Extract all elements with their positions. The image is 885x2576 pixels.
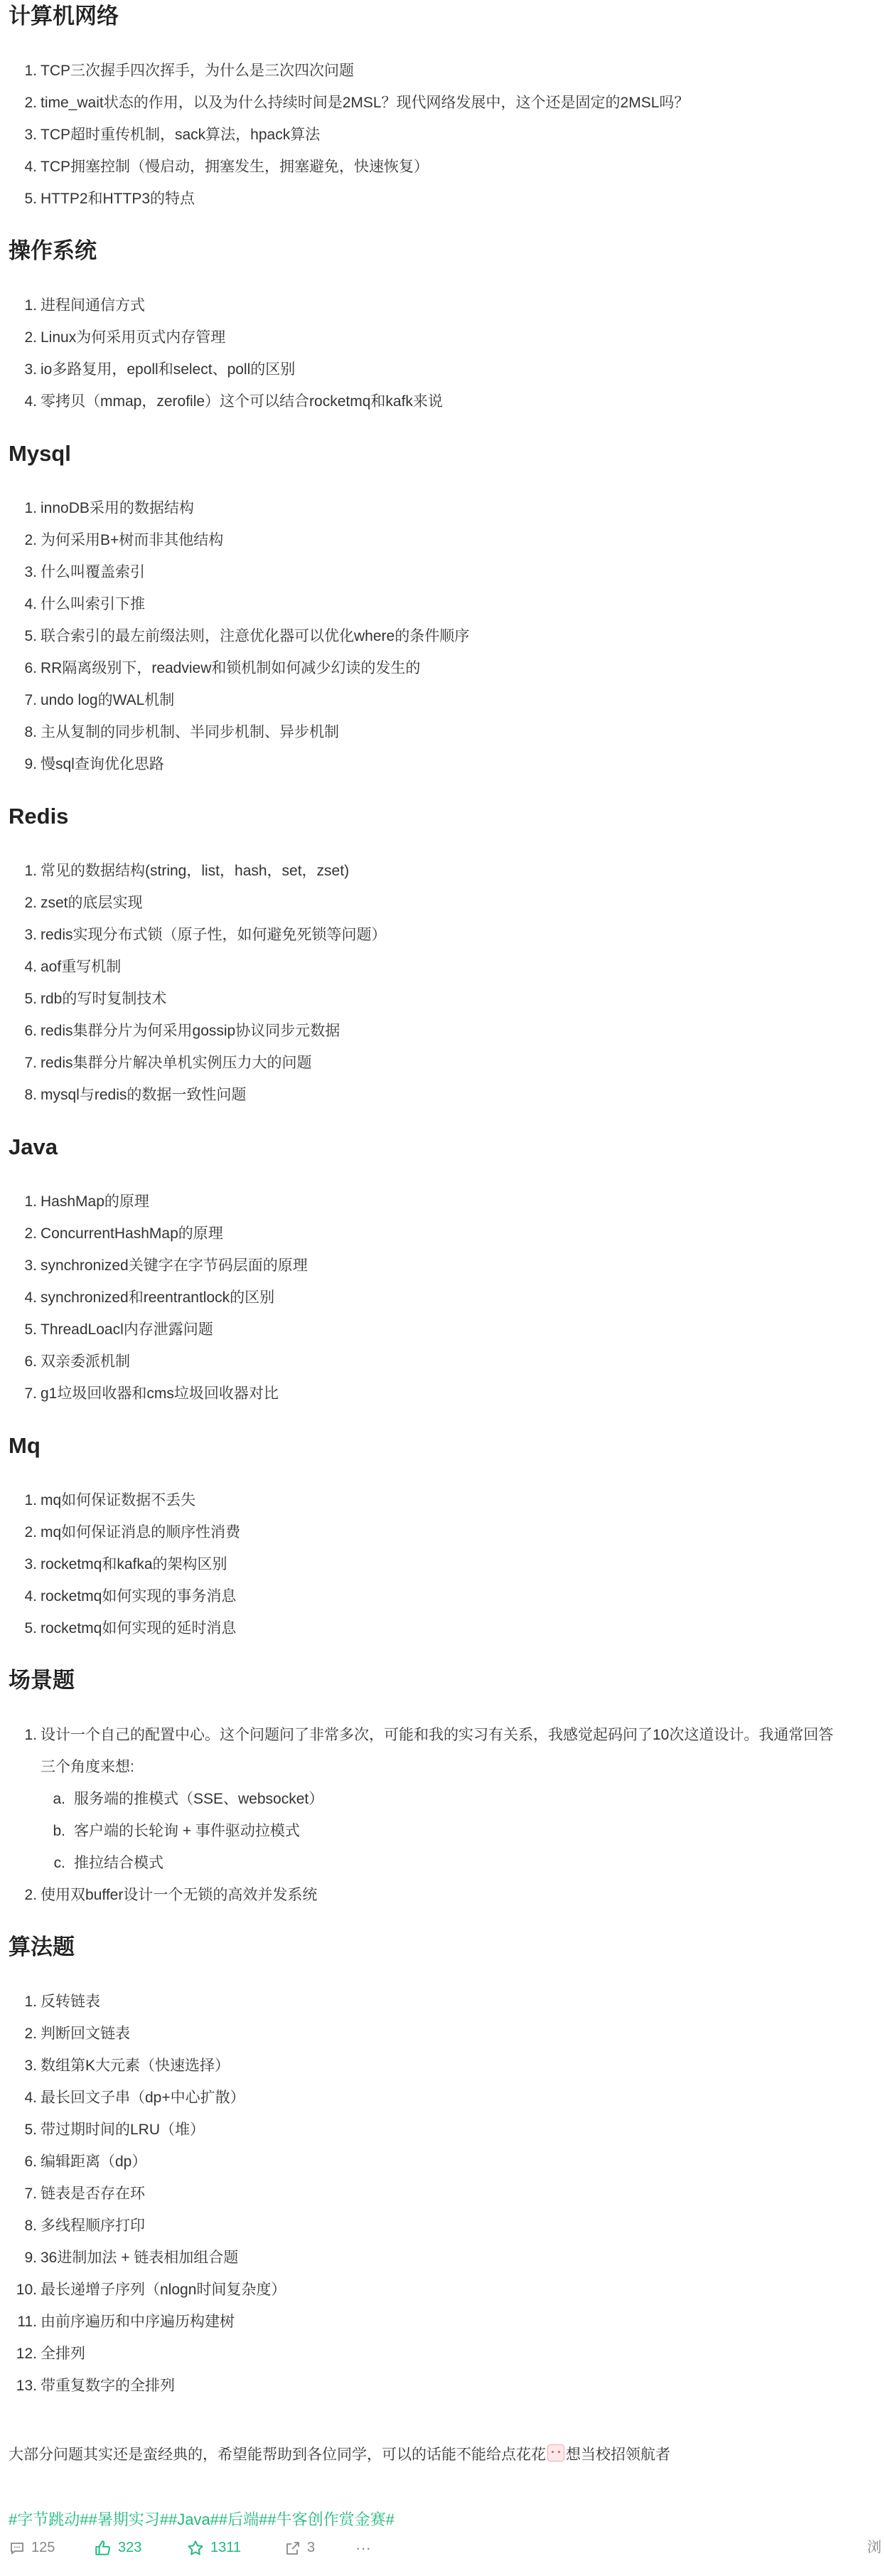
spacer bbox=[9, 2402, 885, 2439]
list-number: 11. bbox=[17, 2314, 37, 2330]
list-item bbox=[9, 556, 885, 588]
list-number: 2. bbox=[24, 2026, 37, 2042]
list-number: 4. bbox=[24, 393, 37, 410]
list-item-text: undo log的WAL机制 bbox=[41, 692, 175, 708]
list-number: 5. bbox=[24, 191, 37, 207]
list-item-continuation: 三个角度来想: bbox=[41, 1759, 134, 1775]
post-action-bar bbox=[9, 2532, 885, 2564]
list-item bbox=[9, 1079, 885, 1111]
list-item-text: 由前序遍历和中序遍历构建树 bbox=[41, 2314, 235, 2330]
sub-list-item bbox=[9, 1847, 885, 1879]
list-item-text: RR隔离级别下，readview和锁机制如何减少幻读的发生的 bbox=[41, 660, 421, 676]
list-item bbox=[9, 321, 885, 353]
list-item bbox=[9, 1986, 885, 2018]
section-title: Java bbox=[9, 1134, 58, 1159]
section-title: Mq bbox=[9, 1433, 41, 1458]
list-item-text: ThreadLoacl内存泄露问题 bbox=[41, 1321, 213, 1338]
flower-face-emoji-icon bbox=[547, 2444, 564, 2461]
list-item bbox=[9, 1015, 885, 1047]
list-item-text: 判断回文链表 bbox=[41, 2026, 130, 2042]
section-algorithms bbox=[9, 1931, 885, 2402]
list-number: 12. bbox=[16, 2346, 37, 2362]
list-item bbox=[9, 983, 885, 1015]
list-item bbox=[9, 492, 885, 524]
list-number: 3. bbox=[24, 927, 37, 943]
list-number: 5. bbox=[24, 991, 37, 1007]
list-item bbox=[9, 289, 885, 321]
spacer bbox=[9, 832, 885, 855]
topic-tag-link[interactable]: #Java# bbox=[168, 2511, 219, 2528]
list-item-text: 什么叫覆盖索引 bbox=[41, 564, 145, 580]
section-title: 操作系统 bbox=[9, 238, 97, 263]
list-item-text: redis集群分片解决单机实例压力大的问题 bbox=[41, 1055, 312, 1071]
list-item-text: rocketmq如何实现的事务消息 bbox=[41, 1588, 237, 1604]
spacer bbox=[9, 1911, 885, 1931]
topic-tag-link[interactable]: #后端# bbox=[218, 2511, 268, 2528]
section-title: 计算机网络 bbox=[9, 4, 119, 28]
list-number: 4. bbox=[24, 159, 37, 175]
sub-list-text: 推拉结合模式 bbox=[74, 1855, 163, 1871]
closing-text-before: 大部分问题其实还是蛮经典的，希望能帮助到各位同学，可以的话能不能给点花花 bbox=[9, 2447, 546, 2463]
list-number: 2. bbox=[24, 1524, 37, 1540]
list-item bbox=[9, 385, 885, 417]
list-number: 3. bbox=[24, 1257, 37, 1274]
list-number: 3. bbox=[24, 2058, 37, 2074]
list-item-text: 全排列 bbox=[41, 2346, 85, 2362]
list-item bbox=[9, 652, 885, 684]
list-item bbox=[9, 524, 885, 556]
list-item bbox=[9, 2274, 885, 2306]
list-item-text: TCP拥塞控制（慢启动，拥塞发生，拥塞避免，快速恢复） bbox=[41, 159, 429, 175]
list-number: 3. bbox=[24, 127, 37, 143]
list-item bbox=[9, 588, 885, 620]
list-item-text: Linux为何采用页式内存管理 bbox=[41, 329, 226, 346]
list-item-text: 最长回文子串（dp+中心扩散） bbox=[41, 2090, 245, 2106]
list-item bbox=[9, 2210, 885, 2242]
list-item bbox=[9, 887, 885, 919]
list-number: 7. bbox=[24, 1385, 37, 1402]
sub-list-marker: c. bbox=[53, 1855, 65, 1871]
star-icon bbox=[186, 2539, 205, 2558]
list-number: 3. bbox=[24, 361, 37, 378]
list-number: 2. bbox=[24, 895, 37, 911]
list-number: 1. bbox=[24, 863, 37, 879]
section-title: Mysql bbox=[9, 441, 71, 466]
list-number: 6. bbox=[24, 2154, 37, 2170]
sub-list-text: 客户端的长轮询 + 事件驱动拉模式 bbox=[74, 1823, 300, 1839]
spacer bbox=[9, 417, 885, 437]
list-item-text: mq如何保证数据不丢失 bbox=[41, 1492, 196, 1508]
section-title: 算法题 bbox=[9, 1934, 75, 1959]
list-item-text: 带过期时间的LRU（堆） bbox=[41, 2122, 205, 2138]
list-number: 1. bbox=[24, 63, 37, 79]
list-number: 13. bbox=[16, 2378, 37, 2394]
like-button[interactable] bbox=[94, 2532, 141, 2564]
list-item-text: 带重复数字的全排列 bbox=[41, 2378, 175, 2394]
list-item-text: synchronized关键字在字节码层面的原理 bbox=[41, 1257, 308, 1274]
list-item bbox=[9, 716, 885, 748]
list-item-text: 主从复制的同步机制、半同步机制、异步机制 bbox=[41, 724, 339, 740]
list-item bbox=[9, 183, 885, 215]
list-number: 3. bbox=[24, 1556, 37, 1572]
list-number: 2. bbox=[24, 329, 37, 346]
list-number: 6. bbox=[24, 660, 37, 676]
list-item bbox=[9, 1250, 885, 1282]
list-item-text: g1垃圾回收器和cms垃圾回收器对比 bbox=[41, 1385, 279, 1402]
list-item bbox=[9, 1346, 885, 1378]
sub-list-marker: b. bbox=[53, 1823, 65, 1839]
list-item-text: 联合索引的最左前缀法则，注意优化器可以优化where的条件顺序 bbox=[41, 628, 470, 644]
list-item-text: 多线程顺序打印 bbox=[41, 2218, 145, 2234]
spacer bbox=[9, 469, 885, 492]
list-number: 4. bbox=[24, 2090, 37, 2106]
list-number: 7. bbox=[24, 1055, 37, 1071]
list-number: 2. bbox=[24, 1225, 37, 1242]
spacer bbox=[9, 1163, 885, 1186]
list-item-text: TCP三次握手四次挥手，为什么是三次四次问题 bbox=[41, 63, 354, 79]
list-number: 4. bbox=[24, 1588, 37, 1604]
topic-tags bbox=[9, 2503, 885, 2535]
list-item-text: 设计一个自己的配置中心。这个问题问了非常多次，可能和我的实习有关系，我感觉起码问了10次这道设计。我通常回答 bbox=[41, 1727, 834, 1743]
list-item-text: 使用双buffer设计一个无锁的高效并发系统 bbox=[41, 1887, 318, 1903]
list-number: 7. bbox=[24, 692, 37, 708]
list-number: 7. bbox=[24, 2186, 37, 2202]
list-item-text: HTTP2和HTTP3的特点 bbox=[41, 191, 195, 207]
list-item bbox=[9, 1516, 885, 1548]
share-icon bbox=[284, 2540, 301, 2557]
list-number: 1. bbox=[24, 297, 37, 314]
list-item-text: 零拷贝（mmap，zerofile）这个可以结合rocketmq和kafk来说 bbox=[41, 393, 443, 410]
list-item-text: HashMap的原理 bbox=[41, 1193, 149, 1210]
more-button[interactable] bbox=[355, 2532, 371, 2564]
list-number: 4. bbox=[24, 596, 37, 612]
list-number: 1. bbox=[24, 1193, 37, 1210]
list-item-text: 什么叫索引下推 bbox=[41, 596, 145, 612]
list-item bbox=[9, 2050, 885, 2082]
list-item bbox=[9, 2114, 885, 2146]
list-number: 5. bbox=[24, 2122, 37, 2138]
list-item bbox=[9, 1548, 885, 1580]
list-number: 5. bbox=[24, 1321, 37, 1338]
spacer bbox=[9, 267, 885, 289]
topic-tag-link[interactable]: #暑期实习# bbox=[88, 2511, 168, 2528]
list-item-text: synchronized和reentrantlock的区别 bbox=[41, 1289, 275, 1306]
spacer bbox=[9, 1963, 885, 1986]
list-item bbox=[9, 919, 885, 951]
list-number: 2. bbox=[24, 95, 37, 111]
list-item-text: time_wait状态的作用，以及为什么持续时间是2MSL？现代网络发展中，这个还是固定的2MSL吗？ bbox=[41, 95, 690, 111]
list-number: 1. bbox=[24, 1994, 37, 2010]
list-number: 6. bbox=[24, 1023, 37, 1039]
list-item bbox=[9, 2306, 885, 2338]
list-item bbox=[9, 748, 885, 780]
list-item bbox=[9, 1612, 885, 1644]
favorite-button[interactable] bbox=[186, 2532, 241, 2564]
list-number: 2. bbox=[24, 1887, 37, 1903]
section-title: 场景题 bbox=[9, 1668, 75, 1693]
list-item-text: redis实现分布式锁（原子性，如何避免死锁等问题） bbox=[41, 927, 387, 943]
list-number: 5. bbox=[24, 1620, 37, 1636]
list-item-text: TCP超时重传机制，sack算法，hpack算法 bbox=[41, 127, 321, 143]
list-item bbox=[9, 2146, 885, 2178]
list-item bbox=[9, 87, 885, 119]
list-number: 2. bbox=[24, 532, 37, 548]
list-item-text: zset的底层实现 bbox=[41, 895, 143, 911]
comment-count: 125 bbox=[31, 2540, 55, 2555]
like-count: 323 bbox=[118, 2540, 142, 2555]
thumbs-up-icon bbox=[94, 2539, 112, 2558]
spacer bbox=[9, 215, 885, 235]
list-item bbox=[9, 1047, 885, 1079]
share-button[interactable] bbox=[284, 2532, 315, 2564]
section bbox=[9, 800, 885, 1131]
favorite-count: 1311 bbox=[210, 2540, 242, 2555]
section bbox=[9, 235, 885, 437]
list-item bbox=[9, 1719, 885, 1751]
list-number: 6. bbox=[24, 1353, 37, 1370]
list-item-text: 链表是否存在环 bbox=[41, 2186, 145, 2202]
list-item-text: rdb的写时复制技术 bbox=[41, 991, 167, 1007]
list-item-text: 进程间通信方式 bbox=[41, 297, 145, 314]
section bbox=[9, 1131, 885, 1430]
list-item-text: 36进制加法 + 链表相加组合题 bbox=[41, 2250, 239, 2266]
list-item bbox=[9, 1218, 885, 1250]
topic-tag-link[interactable]: #牛客创作赏金赛# bbox=[267, 2511, 395, 2528]
closing-paragraph bbox=[9, 2439, 885, 2471]
section-scenario bbox=[9, 1664, 885, 1931]
closing-text-after: 想当校招领航者 bbox=[566, 2447, 670, 2463]
list-item-text: 编辑距离（dp） bbox=[41, 2154, 147, 2170]
list-item-text: ConcurrentHashMap的原理 bbox=[41, 1225, 223, 1242]
list-item-text: 常见的数据结构(string，list，hash，set，zset) bbox=[41, 863, 350, 879]
list-item bbox=[9, 2338, 885, 2370]
post-body bbox=[9, 0, 885, 2535]
section bbox=[9, 1430, 885, 1664]
list-item bbox=[9, 353, 885, 385]
list-number: 8. bbox=[24, 2218, 37, 2234]
list-item bbox=[9, 2018, 885, 2050]
list-item bbox=[9, 2370, 885, 2402]
spacer bbox=[9, 780, 885, 800]
list-item bbox=[9, 1484, 885, 1516]
list-item bbox=[9, 2082, 885, 2114]
topic-tag-link[interactable]: #字节跳动# bbox=[9, 2511, 89, 2528]
sub-list-item bbox=[9, 1815, 885, 1847]
spacer bbox=[9, 1410, 885, 1430]
list-item bbox=[9, 1314, 885, 1346]
list-item-text: 双亲委派机制 bbox=[41, 1353, 130, 1370]
list-number: 8. bbox=[24, 724, 37, 740]
more-icon: ··· bbox=[355, 2539, 371, 2557]
section bbox=[9, 437, 885, 800]
list-item-text: io多路复用，epoll和select、poll的区别 bbox=[41, 361, 296, 378]
list-item-text: rocketmq如何实现的延时消息 bbox=[41, 1620, 237, 1636]
section bbox=[9, 0, 885, 235]
list-item-text: 为何采用B+树而非其他结构 bbox=[41, 532, 224, 548]
list-item-text: 反转链表 bbox=[41, 1994, 100, 2010]
list-number: 10. bbox=[16, 2282, 37, 2298]
spacer bbox=[9, 1644, 885, 1664]
sub-list-item bbox=[9, 1783, 885, 1815]
spacer bbox=[9, 1111, 885, 1131]
comment-icon bbox=[9, 2540, 26, 2557]
list-number: 4. bbox=[24, 959, 37, 975]
list-item bbox=[9, 119, 885, 151]
list-item bbox=[9, 684, 885, 716]
list-item bbox=[9, 151, 885, 183]
list-item bbox=[9, 55, 885, 87]
spacer bbox=[9, 32, 885, 55]
spacer bbox=[9, 1696, 885, 1719]
spacer bbox=[9, 1462, 885, 1484]
list-item-text: aof重写机制 bbox=[41, 959, 122, 975]
list-number: 3. bbox=[24, 564, 37, 580]
list-item bbox=[9, 1282, 885, 1314]
list-item bbox=[9, 2178, 885, 2210]
comment-button[interactable] bbox=[9, 2532, 55, 2564]
list-number: 5. bbox=[24, 628, 37, 644]
section-title: Redis bbox=[9, 804, 69, 829]
list-item-text: innoDB采用的数据结构 bbox=[41, 500, 194, 516]
browse-label: 浏 bbox=[867, 2540, 881, 2555]
browse-count bbox=[867, 2532, 881, 2564]
list-item bbox=[9, 1378, 885, 1410]
list-number: 9. bbox=[24, 2250, 37, 2266]
list-number: 8. bbox=[24, 1087, 37, 1103]
list-item-text: mysql与redis的数据一致性问题 bbox=[41, 1087, 247, 1103]
list-number: 1. bbox=[24, 1727, 37, 1743]
list-item-text: 数组第K大元素（快速选择） bbox=[41, 2058, 230, 2074]
sub-list-text: 服务端的推模式（SSE、websocket） bbox=[74, 1791, 324, 1807]
list-item-text: redis集群分片为何采用gossip协议同步元数据 bbox=[41, 1023, 340, 1039]
list-number: 1. bbox=[24, 500, 37, 516]
list-item-text: mq如何保证消息的顺序性消费 bbox=[41, 1524, 241, 1540]
list-item bbox=[9, 2242, 885, 2274]
list-number: 4. bbox=[24, 1289, 37, 1306]
list-item-text: rocketmq和kafka的架构区别 bbox=[41, 1556, 227, 1572]
sub-list-marker: a. bbox=[53, 1791, 65, 1807]
list-item bbox=[9, 1186, 885, 1218]
spacer bbox=[9, 2471, 885, 2503]
list-number: 9. bbox=[24, 756, 37, 772]
share-count: 3 bbox=[307, 2540, 316, 2555]
list-item bbox=[9, 1879, 885, 1911]
list-item-text: 慢sql查询优化思路 bbox=[41, 756, 164, 772]
list-item bbox=[9, 951, 885, 983]
list-item-text: 最长递增子序列（nlogn时间复杂度） bbox=[41, 2282, 286, 2298]
list-item bbox=[9, 620, 885, 652]
list-number: 1. bbox=[24, 1492, 37, 1508]
list-item bbox=[9, 855, 885, 887]
list-item bbox=[9, 1580, 885, 1612]
